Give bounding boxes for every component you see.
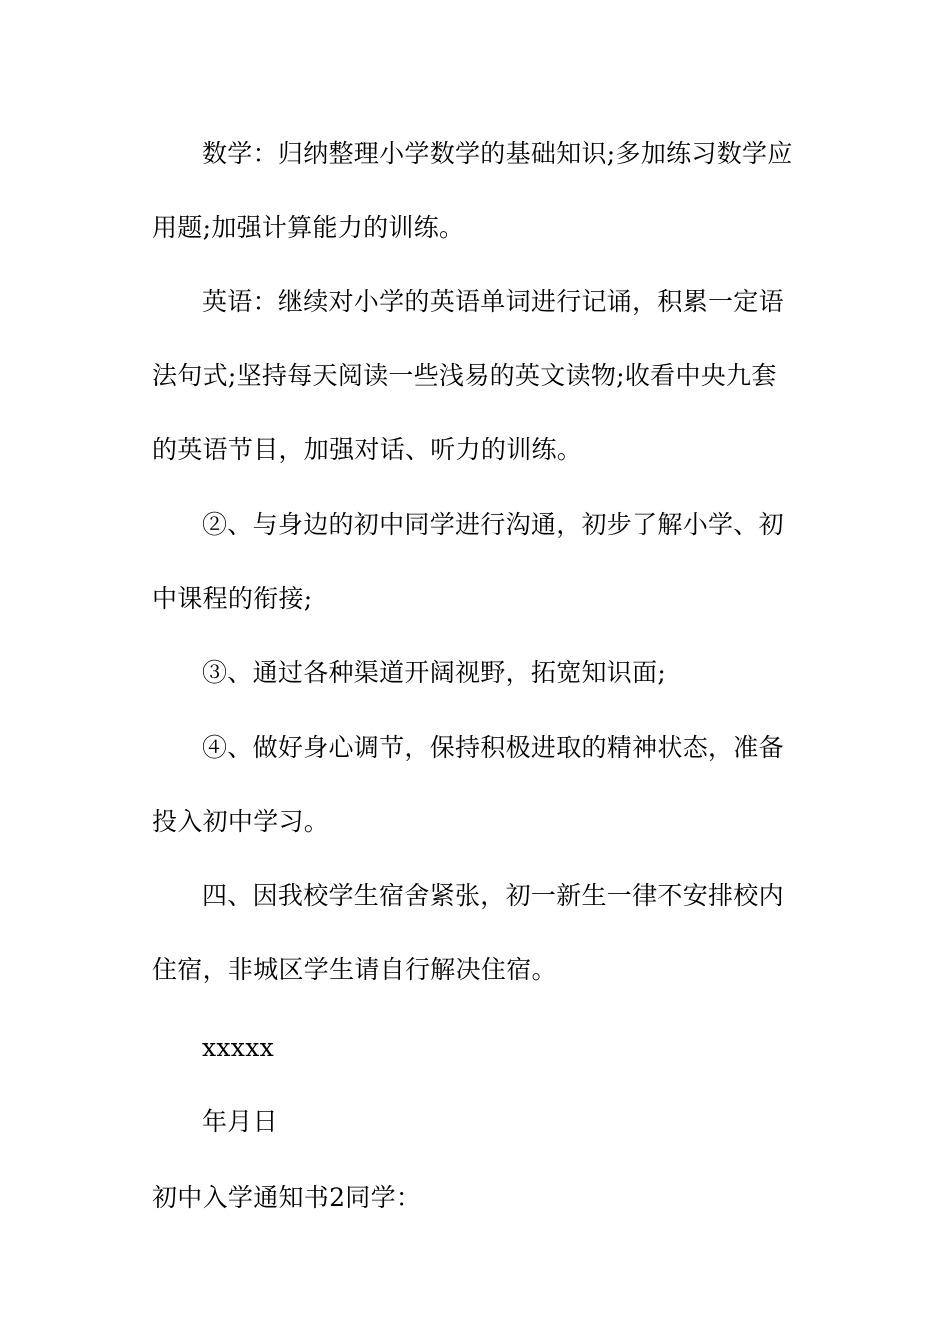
signature-placeholder: xxxxx [202,1033,274,1062]
paragraph-math-line-1: 数学：归纳整理小学数学的基础知识;多加练习数学应 [202,139,793,168]
paragraph-english-line-1: 英语：继续对小学的英语单词进行记诵，积累一定语 [202,287,784,316]
paragraph-item-4-line-1: ④、做好身心调节，保持积极进取的精神状态，准备 [202,733,784,762]
paragraph-section-4-line-2: 住宿，非城区学生请自行解决住宿。 [152,955,557,984]
paragraph-item-2-line-2: 中课程的衔接; [152,584,313,613]
paragraph-english-line-2: 法句式;坚持每天阅读一些浅易的英文读物;收看中央九套 [152,361,777,390]
date-placeholder: 年月日 [202,1107,278,1136]
paragraph-item-4-line-2: 投入初中学习。 [152,807,330,836]
paragraph-item-3: ③、通过各种渠道开阔视野，拓宽知识面; [202,658,667,687]
paragraph-english-line-3: 的英语节目，加强对话、听力的训练。 [152,435,583,464]
paragraph-section-4-line-1: 四、因我校学生宿舍紧张，初一新生一律不安排校内 [202,881,784,910]
paragraph-math-line-2: 用题;加强计算能力的训练。 [152,213,465,242]
section-heading-notice-2: 初中入学通知书2同学： [152,1183,422,1212]
paragraph-item-2-line-1: ②、与身边的初中同学进行沟通，初步了解小学、初 [202,510,784,539]
